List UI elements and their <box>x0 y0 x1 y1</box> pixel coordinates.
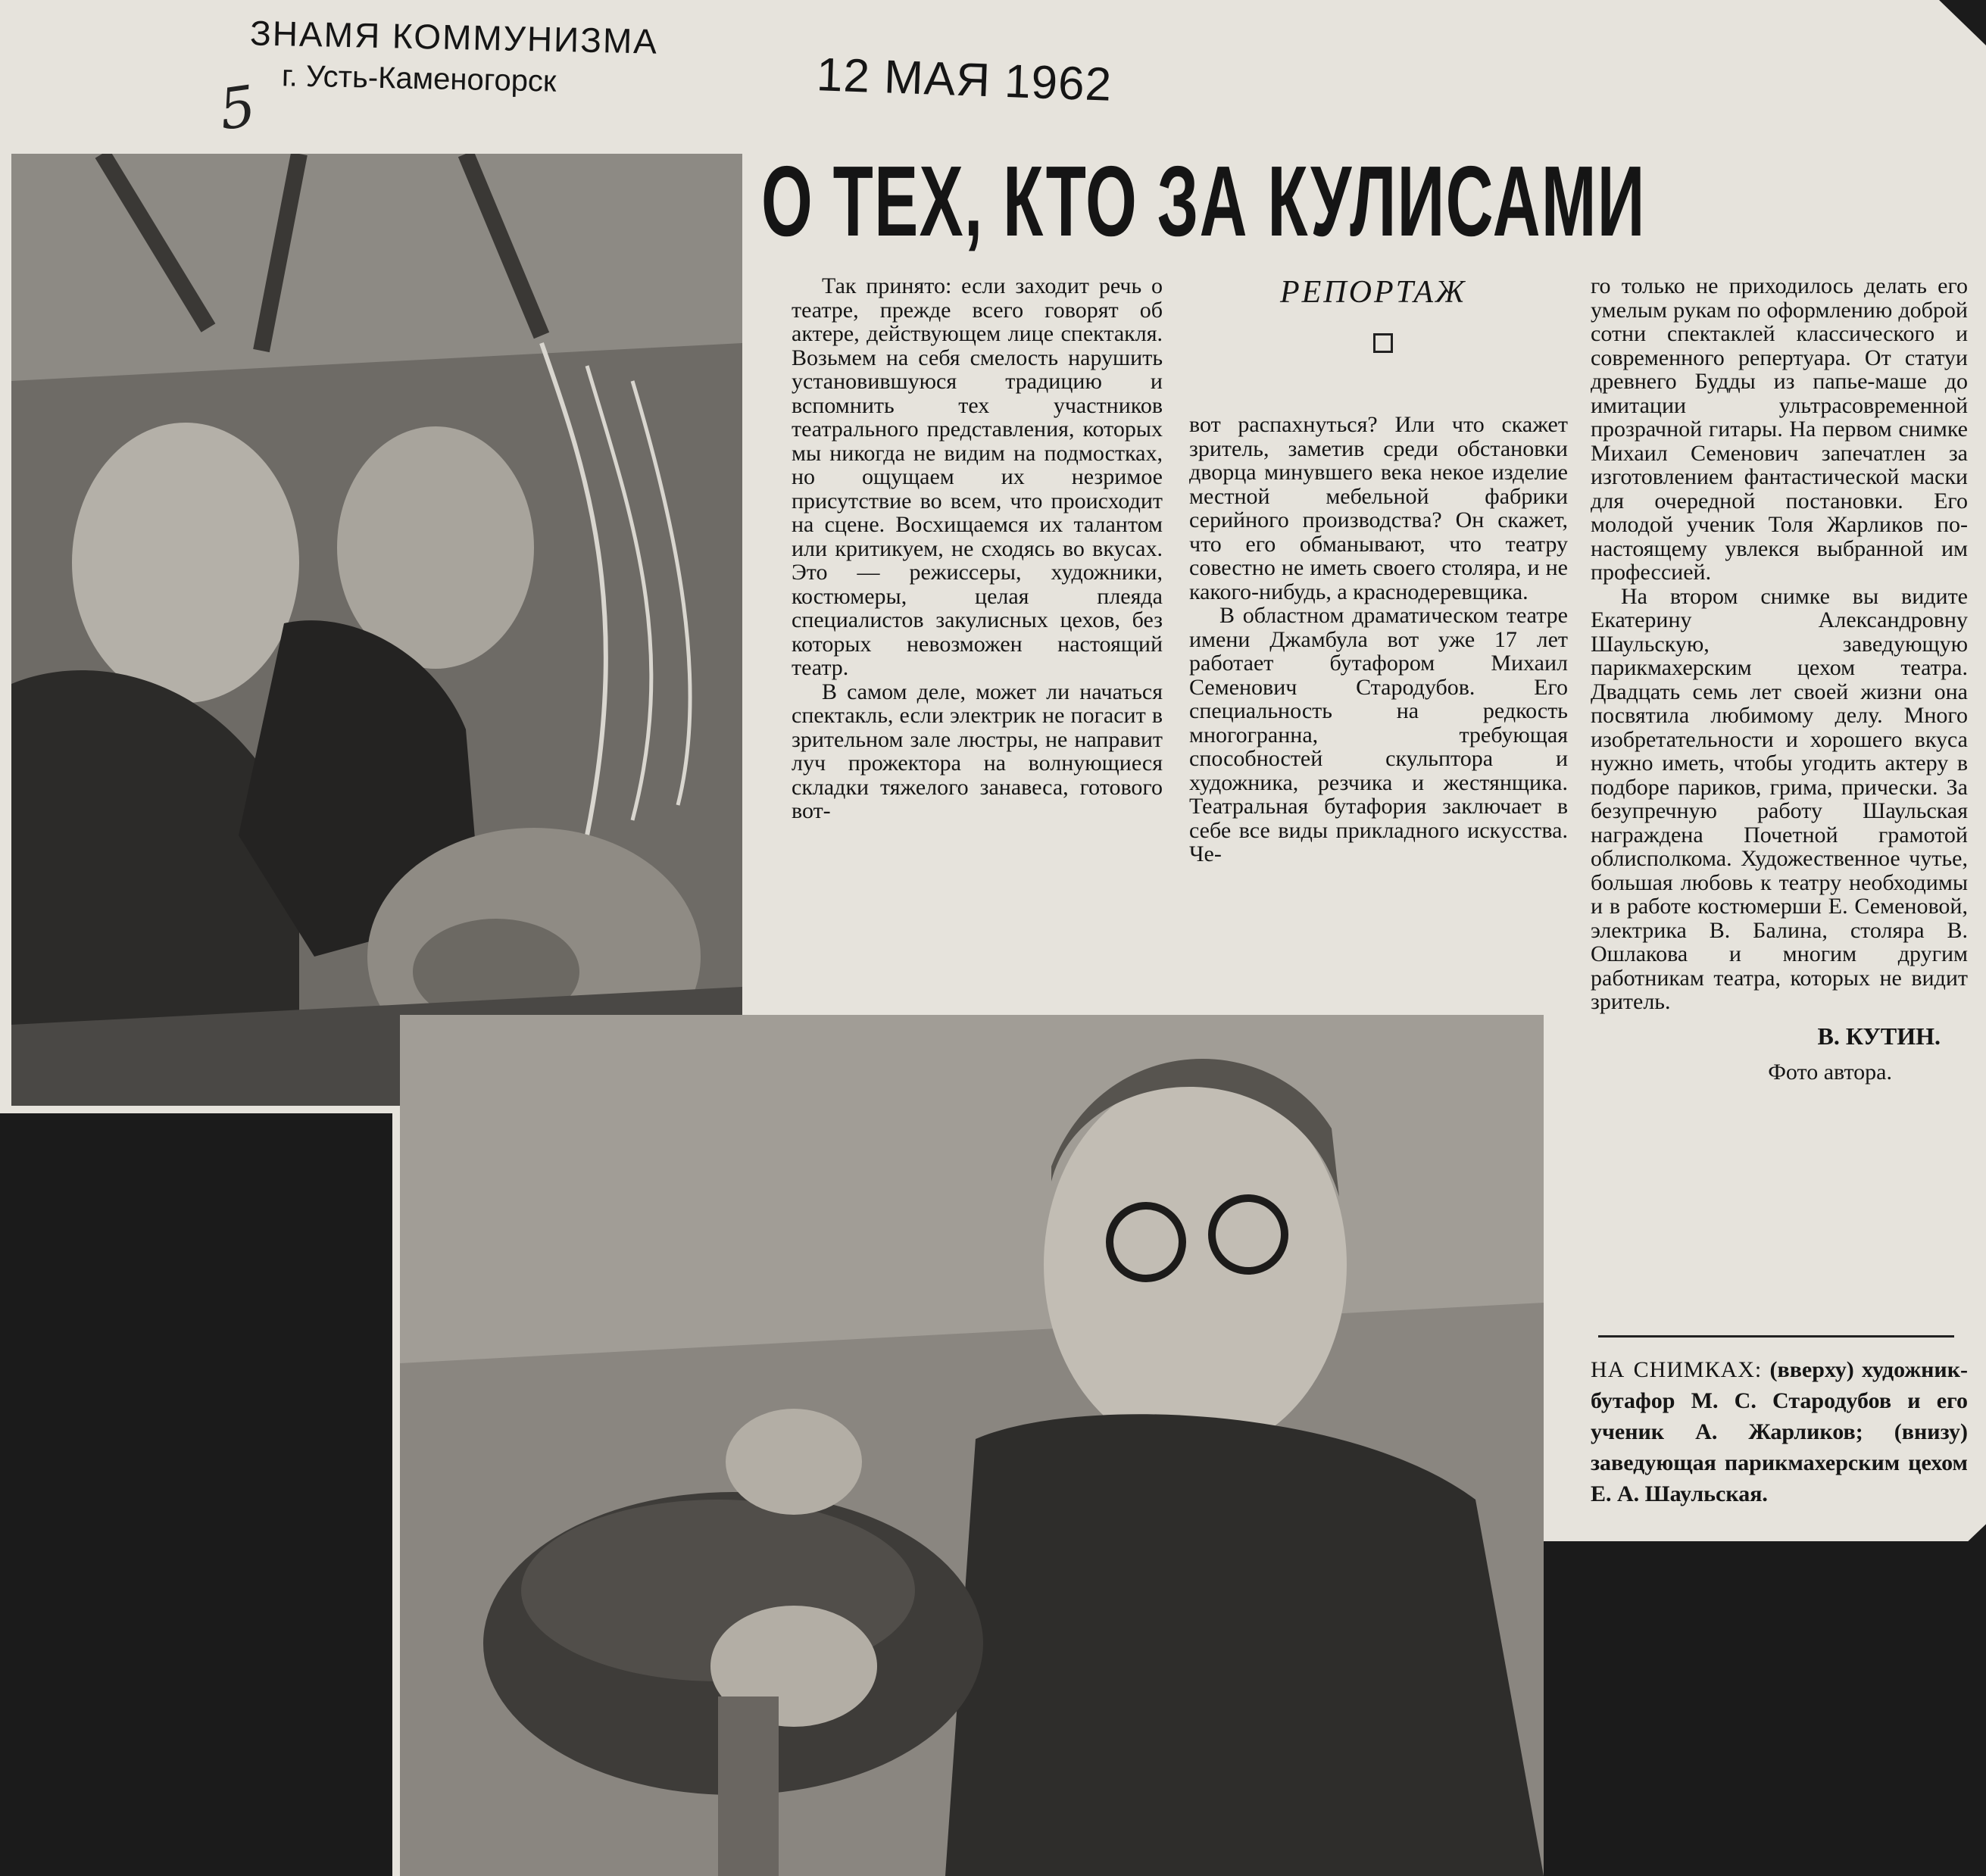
photo-prop-makers-icon <box>11 154 742 1106</box>
caption-divider <box>1598 1335 1954 1338</box>
headline: О ТЕХ, КТО ЗА КУЛИСАМИ <box>761 145 1646 257</box>
newspaper-city: г. Усть-Каменогорск <box>281 59 557 98</box>
photo-caption <box>1591 1354 1968 1509</box>
photo-wigmaker-icon <box>400 1015 1544 1876</box>
date-stamp: 12 МАЯ 1962 <box>815 48 1113 111</box>
caption-body: (вверху) художник-бутафор М. С. Стародубов и его ученик А. Жарликов; (внизу) заведующая парикмахерским цехом Е. А. Шаульская. <box>1591 1357 1968 1506</box>
paragraph: В областном драматическом театре имени Джамбула вот уже 17 лет работает бутафором Михаил Семенович Стародубов. Его специальность на редкость многогранна, требующая способностей скульптора и художника, резчика и жестянщика. Театральная бутафория заключает в себе все виды прикладного искусства. Че- <box>1189 603 1568 866</box>
author-signature: В. КУТИН. <box>1817 1022 1941 1050</box>
paragraph: На втором снимке вы видите Екатерину Александровну Шаульскую, заведующую парикмахерским цехом театра. Двадцать семь лет своей жизни она посвятила любимому делу. Много изобретательности и хорошего вкуса нужно иметь, чтобы угодить актеру в подборе париков, грима, прически. За безупречную работу Шаульская награждена Почетной грамотой облисполкома. Художественное чутье, большая любовь к театру необходимы и в работе костюмерши Е. Семеновой, электрика В. Балина, столяра В. Ошлакова и многим другим работникам театра, которых не видит зритель. <box>1591 583 1968 1014</box>
newspaper-name: ЗНАМЯ КОММУНИЗМА <box>249 13 659 61</box>
caption-lead: НА СНИМКАХ: <box>1591 1357 1763 1382</box>
kicker: РЕПОРТАЖ <box>1280 275 1467 310</box>
article-column-2 <box>1189 413 1568 866</box>
paragraph: Так принято: если заходит речь о театре, прежде всего говорят об актере, действующем лице спектакля. Возьмем на себя смелость нарушить установившуюся традицию и вспомнить тех участников театрального представления, которых мы никогда не видим на подмостках, но ощущаем их незримое присутствие во всем, что происходит на сцене. Восхищаемся их талантом или критикуем, не сходясь во вкусах. Это — режиссеры, художники, костюмеры, целая плеяда специалистов закулисных цехов, без которых невозможен настоящий театр. <box>792 273 1163 680</box>
article-column-3 <box>1591 274 1968 1085</box>
paragraph: го только не приходилось делать его умелым рукам по оформлению доброй сотни спектаклей классического и современного репертуара. От статуи древнего Будды из папье-маше до имитации ультрасовременной прозрачной гитары. На первом снимке Михаил Семенович запечатлен за изготовлением фантастической маски для очередной постановки. Его молодой ученик Толя Жарликов по-настоящему увлекся выбранной им профессией. <box>1591 273 1968 585</box>
bottom-photo <box>400 1015 1544 1876</box>
handwritten-mark: 5 <box>215 73 260 143</box>
top-photo <box>11 154 742 1106</box>
square-ornament-icon <box>1373 333 1393 353</box>
paragraph: В самом деле, может ли начаться спектакль, если электрик не погасит в зрительном зале люстры, не направит луч прожектора на волнующиеся складки тяжелого занавеса, готового вот- <box>792 679 1163 823</box>
photo-credit: Фото автора. <box>1768 1060 1892 1085</box>
paragraph: вот распахнуться? Или что скажет зритель, заметив среди обстановки дворца минувшего века некое изделие местной мебельной фабрики серийного производства? Он скажет, что его обманывают, что театру совестно не иметь своего столяра, и не какого-нибудь, а краснодеревщика. <box>1189 412 1568 604</box>
article-column-1 <box>792 274 1163 823</box>
